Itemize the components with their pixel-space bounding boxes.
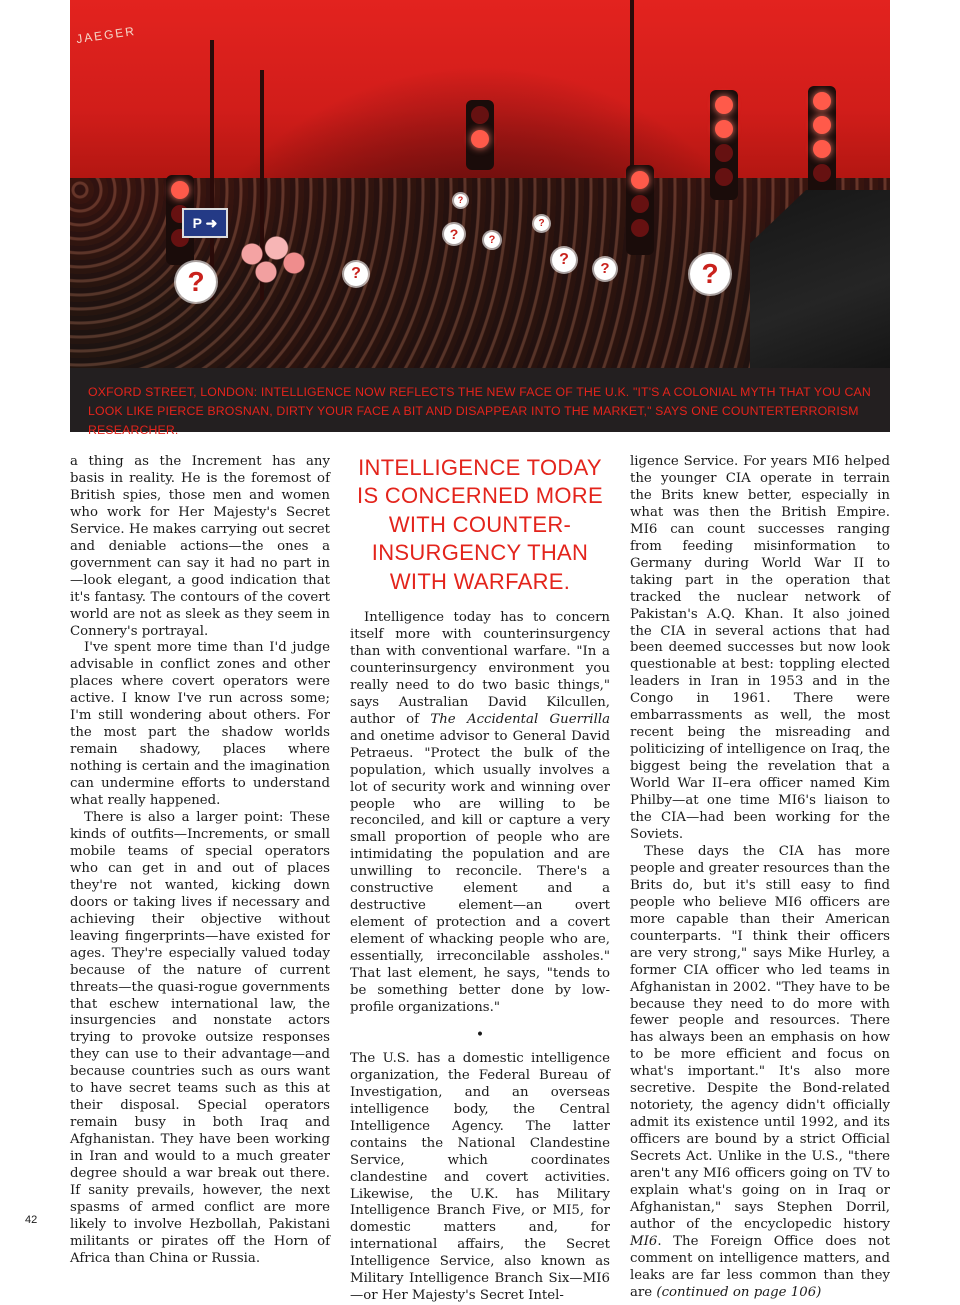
- paragraph: ligence Service. For years MI6 helped the younger CIA operate in terrain the Brits knew better, especially in what was then the British Empire. MI6 can count successes ranging from feeding misinformation to Germany during World War II to taking part in the operation that tracked the nuclear network of Pakistan's A.Q. Khan. It also joined the CIA in several actions that had been deemed successes but now look questionable at best: toppling elected leaders in Iran in 1953 and in the Congo in 1961. There were embarrassments as well, the most recent being the misreading and politicizing of intelligence on Iraq, the biggest being the revelation that a World War II–era officer named Kim Philby—at one time MI6's liaison to the CIA—had been working for the Soviets.: [630, 454, 890, 842]
- paragraph-text: . The Foreign Office does not comment on intelligence matters, and leaks are far less common than they are: [630, 1233, 890, 1300]
- continued-note[interactable]: (continued on page 106): [656, 1284, 822, 1300]
- traffic-light-icon: [626, 165, 654, 255]
- question-mark-icon: ?: [552, 248, 576, 272]
- street-lamp: [210, 40, 214, 300]
- article-column-middle: [350, 454, 610, 1305]
- question-mark-icon: ?: [176, 262, 216, 302]
- photo-caption: OXFORD STREET, LONDON: INTELLIGENCE NOW REFLECTS THE NEW FACE OF THE U.K. "IT'S A COLONIAL MYTH THAT YOU CAN LOOK LIKE PIERCE BROSNAN, DIRTY YOUR FACE A BIT AND DISAPPEAR INTO THE MARKET," SAYS ONE COUNTERTERRORISM RESEARCHER.: [88, 385, 871, 437]
- traffic-light-icon: [710, 90, 738, 200]
- book-title: The Accidental Guerrilla: [430, 711, 610, 727]
- balloons: [238, 230, 308, 290]
- paragraph: There is also a larger point: These kinds of outfits—Increments, or small mobile teams of special operators who can get in and out of places they're not wanted, kicking down doors or taking lives if necessary and achieving their objective without leaving fingerprints—have existed for ages. They're especially valued today because of the nature of current threats—the quasi-rogue governments that eschew international law, the insurgencies and nonstate actors trying to provoke outsize responses they can use to their advantage—and because countries such as ours want to have secret teams such as this at their disposal. Special operators remain busy in both Iraq and Afghanistan. They have been working in Iran and would to a much greater degree should a war break out there. If sanity prevails, however, the next spasms of armed conflict are more likely to involve Hezbollah, Pakistani militants or pirates off the Horn of Africa than China or Russia.: [70, 810, 330, 1266]
- book-title: MI6: [630, 1233, 658, 1249]
- article-column-right: [630, 454, 890, 1302]
- paragraph: [630, 844, 890, 1302]
- question-mark-icon: ?: [344, 262, 368, 286]
- parking-sign: P ➜: [182, 208, 228, 238]
- question-mark-icon: ?: [534, 216, 549, 231]
- question-mark-icon: ?: [454, 194, 467, 207]
- paragraph: [350, 610, 610, 1017]
- traffic-light-icon: [466, 100, 494, 170]
- paragraph-text: These days the CIA has more people and greater resources than the Brits do, but it's still easy to find people who believe MI6 officers are more capable than their American counterparts. "I think their officers are very strong," says Mike Hurley, a former CIA officer who led teams in Afghanistan in 2002. "They have to be because they need to do more with fewer people and resources. There has always been an emphasis on how to be more efficient and focus on what's important." It's also more secretive. Despite the Bond-related notoriety, the agency didn't officially admit its existence until 1992, and its officers are bound by a strict Official Secrets Act. Unlike in the U.S., "there aren't any MI6 officers going on TV to explain what's going on in Iraq or Afghanistan," says Stephen Dorril, author of the encyclopedic history: [630, 843, 890, 1232]
- question-mark-icon: ?: [594, 258, 616, 280]
- page-number: 42: [25, 1214, 38, 1226]
- paragraph: I've spent more time than I'd judge advisable in conflict zones and other places where covert operators were active. I know I've run across some; I'm still wondering about others. For the most part the shadow worlds remain shadowy, places where nothing is certain and the imagination can undermine efforts to understand what really happened.: [70, 640, 330, 809]
- paragraph-text: and onetime advisor to General David Petraeus. "Protect the bulk of the population, which usually involves a lot of security work and winning over people who are willing to be reconciled, and kill or capture a very small proportion of people who are intimidating the population and are unwilling to reconcile. There's a constructive element and a destructive element—an overt element of protection and a covert element of whacking people who are, essentially, irreconcilable assholes." That last element, he says, "tends to be something better done by low-profile organizations.": [350, 728, 610, 1015]
- traffic-light-icon: [808, 86, 836, 206]
- paragraph: a thing as the Increment has any basis in reality. He is the foremost of British spies, those men and women who work for Her Majesty's Secret Service. He makes carrying out secret and deniable actions—the ones a government can say it had no part in—look elegant, a good indication that it's fantasy. The contours of the covert world are not as sleek as they seem in Connery's portrayal.: [70, 454, 330, 639]
- paragraph: The U.S. has a domestic intelligence organization, the Federal Bureau of Investigation, and an overseas intelligence body, the Central Intelligence Agency. The latter contains the National Clandestine Service, which coordinates clandestine and covert activities. Likewise, the U.K. has Military Intelligence Branch Five, or MI5, for domestic matters and, for international affairs, the Secret Intelligence Service, also known as Military Intelligence Branch Six—MI6—or Her Majesty's Secret Intel-: [350, 1050, 610, 1304]
- article-column-left: [70, 454, 330, 1268]
- street-lamp: [630, 0, 634, 180]
- store-sign: JAEGER: [75, 23, 137, 47]
- hero-photo: [70, 0, 890, 368]
- pull-quote: INTELLIGENCE TODAY IS CONCERNED MORE WITH COUNTER-INSURGENCY THAN WITH WARFARE.: [357, 455, 603, 594]
- question-mark-icon: ?: [484, 232, 500, 248]
- photo-caption-bar: [70, 368, 890, 437]
- section-break-bullet: •: [475, 1026, 485, 1043]
- question-mark-icon: ?: [444, 224, 464, 244]
- question-mark-icon: ?: [690, 254, 730, 294]
- paragraph-text: Intelligence today has to concern itself more with counterinsurgency than with conventional warfare. "In a counterinsurgency environment you really need to do two basic things," says Australian David Kilcullen, author of: [350, 610, 610, 727]
